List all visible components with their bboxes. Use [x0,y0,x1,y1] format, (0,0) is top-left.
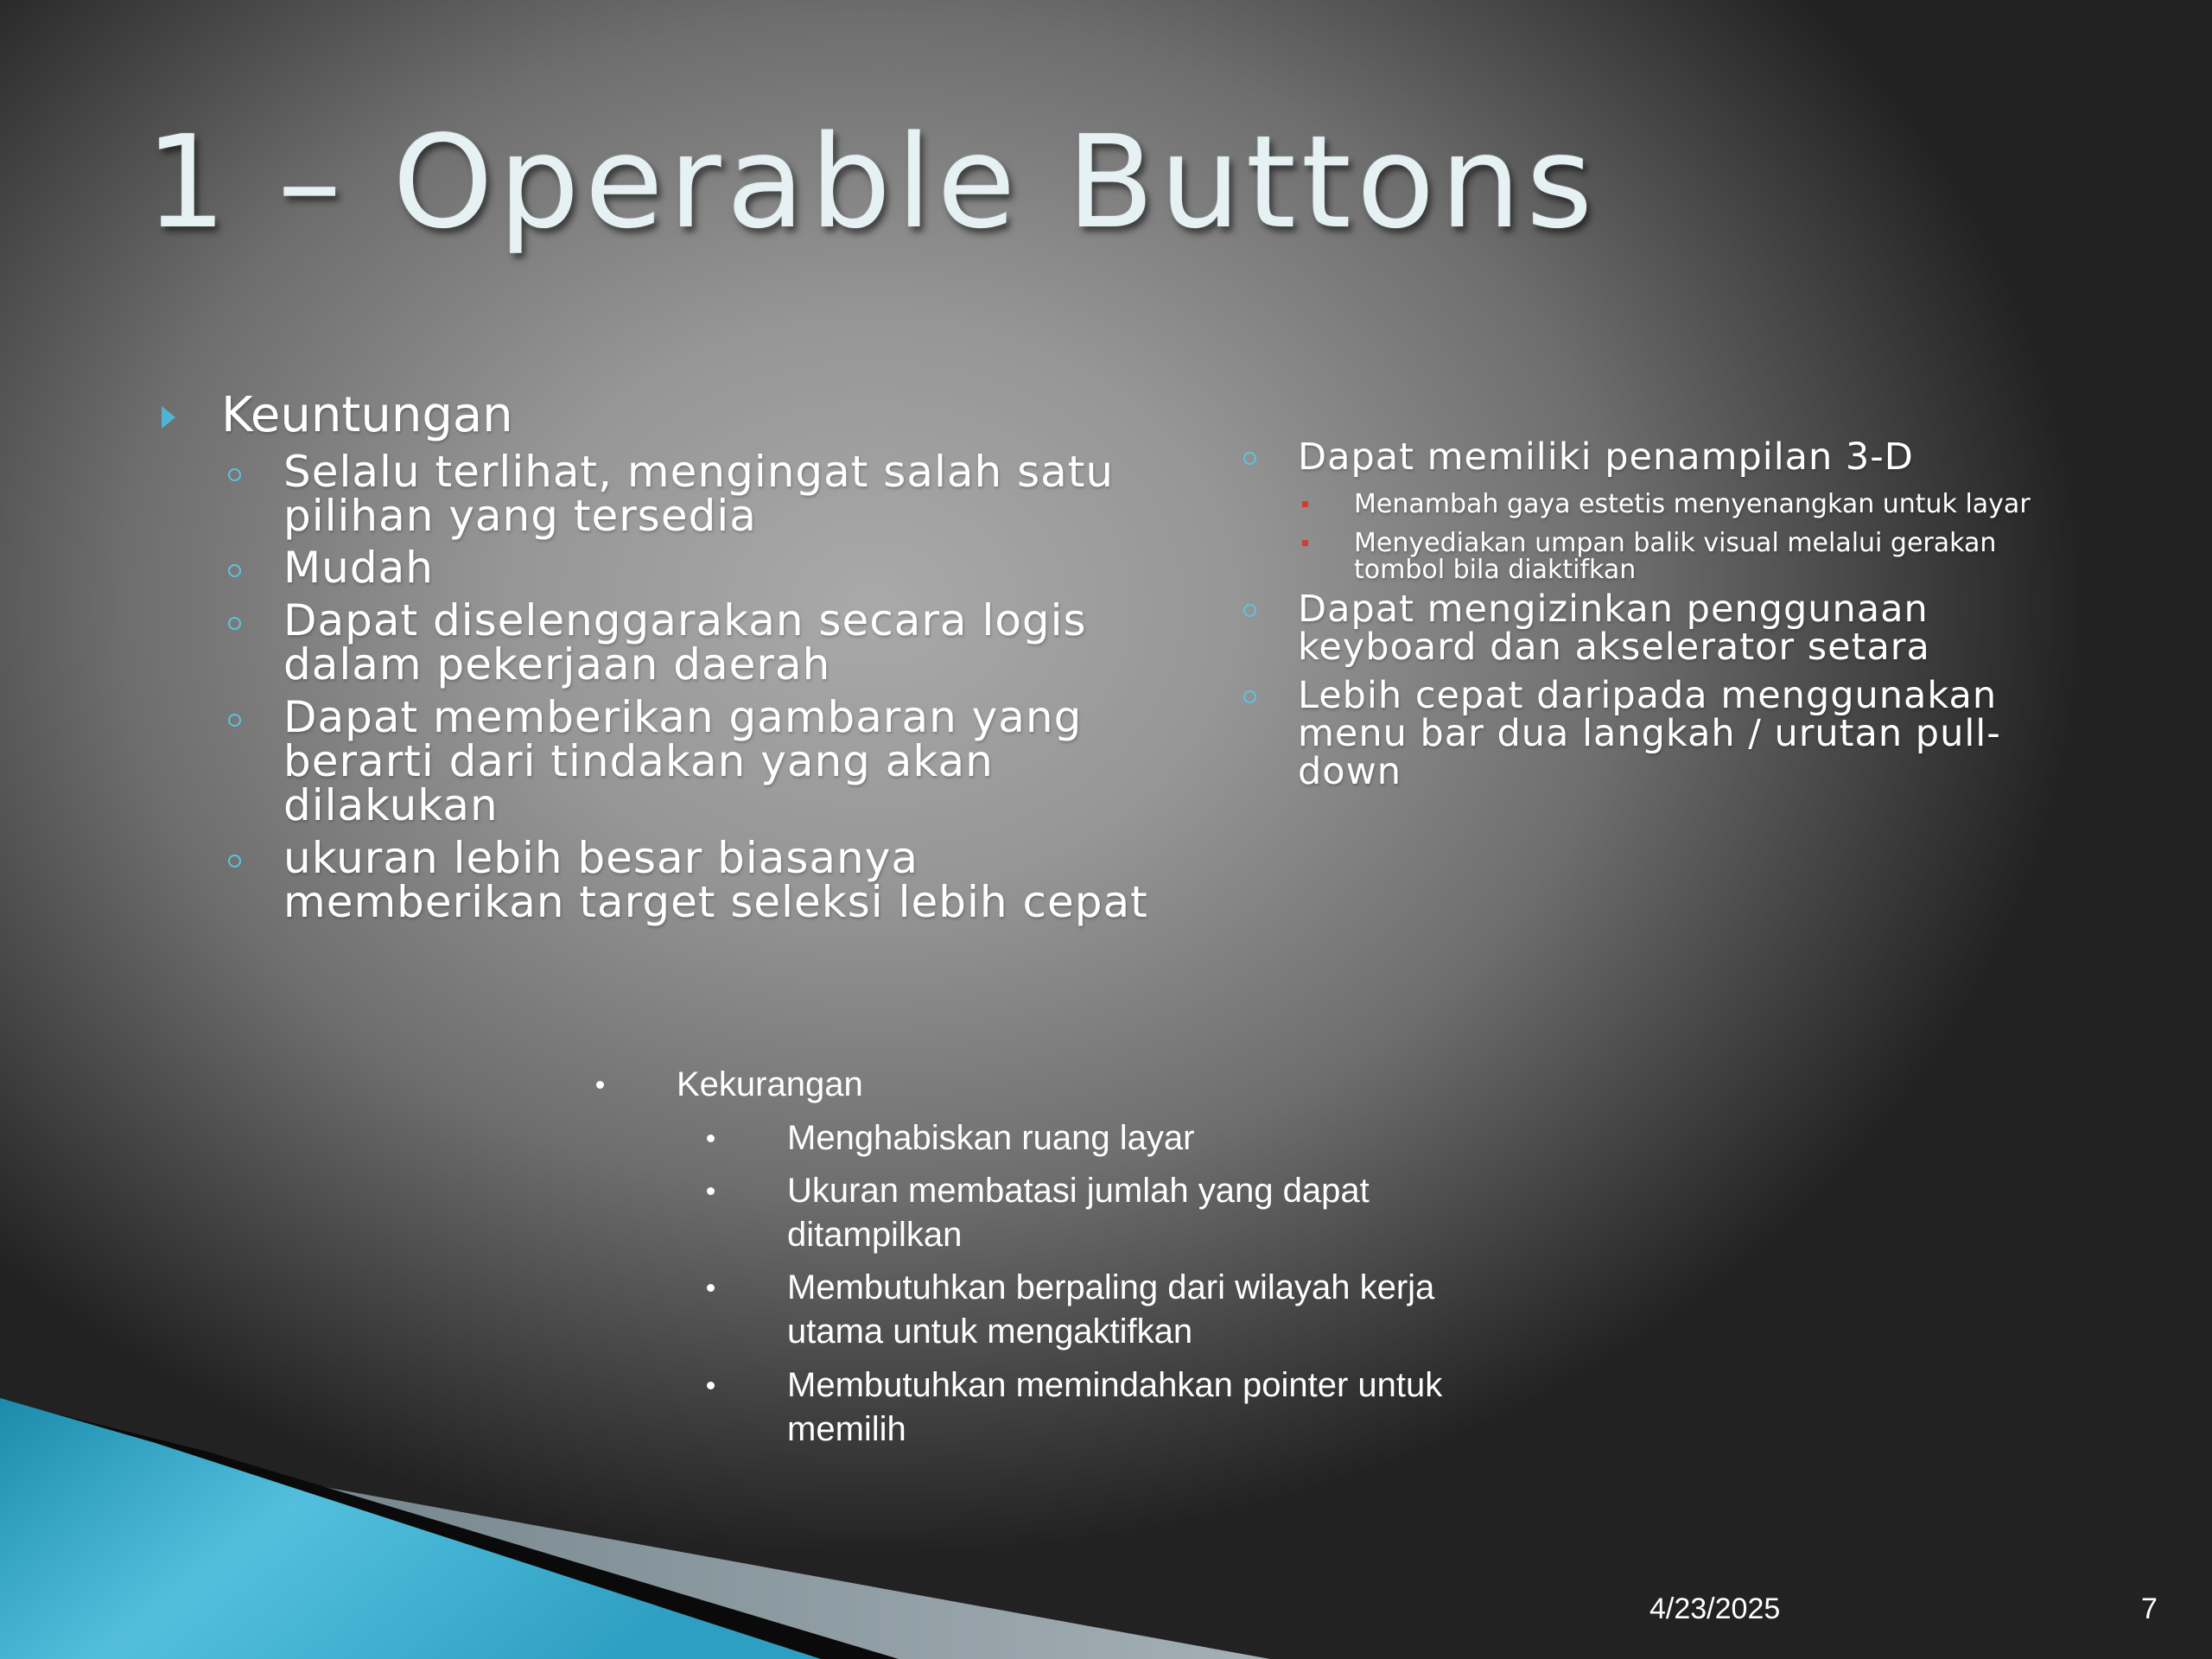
list-item-line: Lebih cepat daripada menggunakan [1298,674,1998,717]
list-item-line: Dapat diselenggarakan secara logis [283,595,1087,645]
list-item-line: Ukuran membatasi jumlah yang dapat [787,1172,1370,1210]
circle-bullet-icon [228,617,241,630]
list-item-line: memilih [787,1410,906,1448]
list-item-line: down [1298,750,1402,793]
list-item-line: ukuran lebih besar biasanya [283,833,918,883]
advantages-heading: Keuntungan [221,387,513,443]
circle-bullet-icon [1243,690,1256,703]
dot-bullet-icon [596,1081,604,1089]
decorative-swoosh [0,1348,2212,1659]
list-item-line: Dapat memiliki penampilan 3-D [1298,435,1914,479]
list-item-line: dilakukan [283,780,499,830]
circle-bullet-icon [228,468,241,481]
list-item-line: utama untuk mengaktifkan [787,1313,1193,1351]
square-bullet-icon [1302,501,1308,507]
list-item-line: keyboard dan akselerator setara [1298,626,1930,669]
sub-item-line: Menambah gaya estetis menyenangkan untuk layar [1354,489,2031,519]
circle-bullet-icon [228,564,241,577]
list-item-line: Menghabiskan ruang layar [787,1119,1195,1157]
footer-date: 4/23/2025 [1649,1592,1781,1625]
circle-bullet-icon [1243,452,1256,465]
dot-bullet-icon [707,1187,715,1195]
list-item-line: Membutuhkan memindahkan pointer untuk [787,1366,1443,1404]
dot-bullet-icon [707,1135,715,1142]
page-number: 7 [2141,1592,2158,1625]
list-item-line: menu bar dua langkah / urutan pull- [1298,712,2001,755]
list-item-line: pilihan yang tersedia [283,491,757,541]
list-item-line: Selalu terlihat, mengingat salah satu [283,447,1115,497]
list-item-line: Dapat memberikan gambaran yang [283,692,1083,742]
sub-item-line: Menyediakan umpan balik visual melalui gerakan [1354,528,1997,558]
circle-bullet-icon [228,855,241,868]
dot-bullet-icon [707,1284,715,1292]
list-item-line: Mudah [283,543,434,593]
list-item-line: ditampilkan [787,1216,963,1254]
list-item-line: berarti dari tindakan yang akan [283,736,994,786]
list-item-line: Membutuhkan berpaling dari wilayah kerja [787,1268,1435,1306]
sub-item-line: tombol bila diaktifkan [1354,555,1637,585]
triangle-bullet-icon [162,406,175,429]
disadvantages-heading: Kekurangan [677,1065,863,1103]
circle-bullet-icon [1243,604,1256,617]
circle-bullet-icon [228,714,241,727]
slide-title: 1 – Operable Buttons [145,108,1599,257]
list-item-line: memberikan target seleksi lebih cepat [283,877,1148,927]
square-bullet-icon [1302,540,1308,546]
list-item-line: Dapat mengizinkan penggunaan [1298,588,1929,631]
list-item-line: dalam pekerjaan daerah [283,639,831,690]
